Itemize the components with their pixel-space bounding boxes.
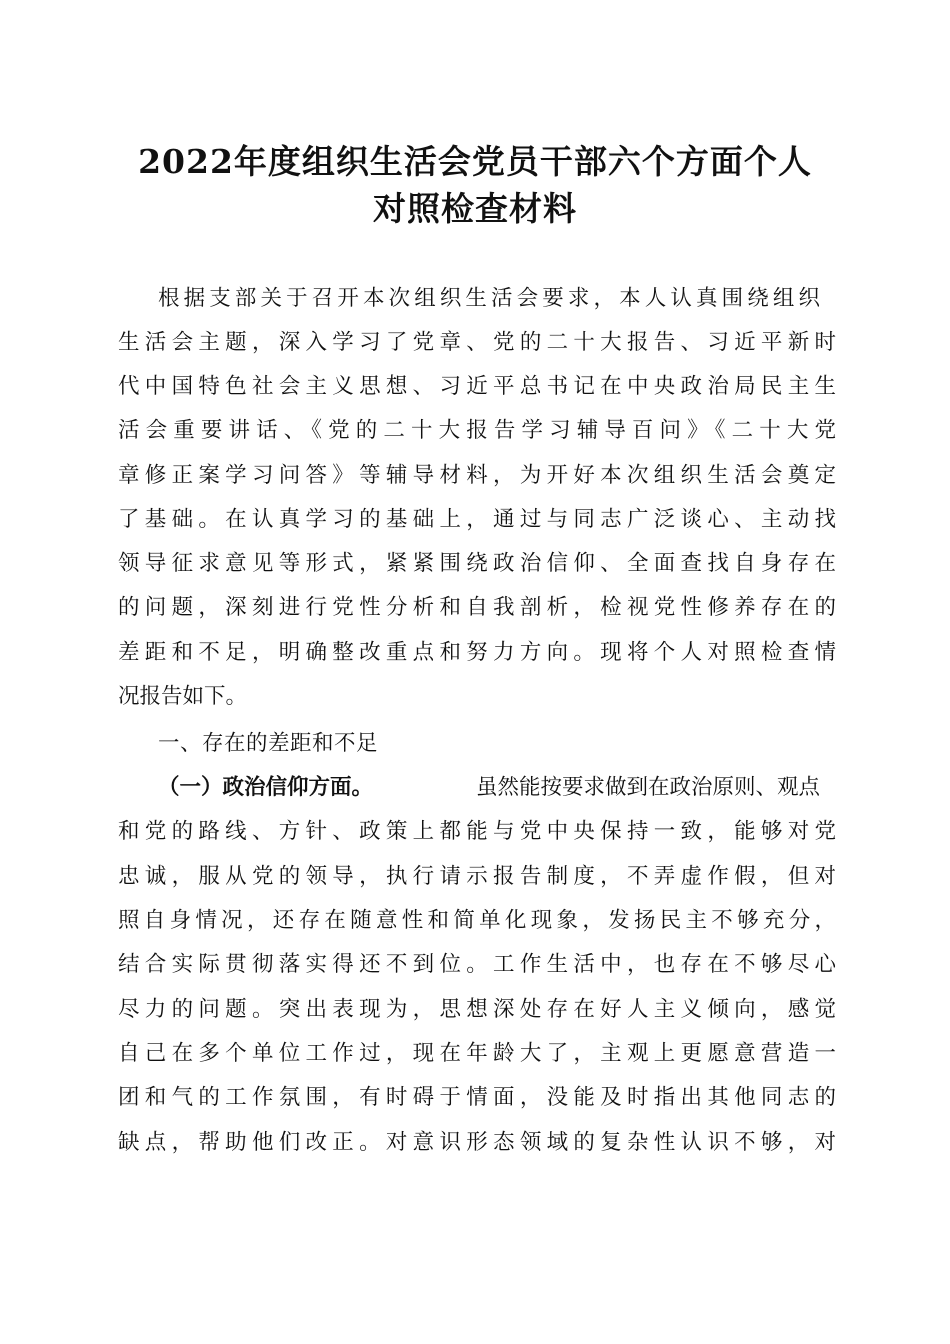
intro-paragraph-line: 代中国特色社会主义思想、习近平总书记在中央政治局民主生 [118,374,836,399]
subsection-paragraph-line: 忠诚，服从党的领导，执行请示报告制度，不弄虚作假，但对 [118,864,836,889]
subsection-paragraph-line: 和党的路线、方针、政策上都能与党中央保持一致，能够对党 [118,819,836,844]
intro-paragraph-line: 的问题，深刻进行党性分析和自我剖析，检视党性修养存在的 [118,595,836,620]
subsection-paragraph-line: 照自身情况，还存在随意性和简单化现象，发扬民主不够充分， [118,908,836,933]
intro-paragraph-line: 况报告如下。 [118,684,248,709]
subsection-label: （一）政治信仰方面。 [158,775,374,800]
subsection-paragraph-line: 缺点，帮助他们改正。对意识形态领域的复杂性认识不够，对 [118,1130,836,1155]
subsection-first-line-text: 虽然能按要求做到在政治原则、观点 [475,775,820,800]
subsection-first-line [158,771,820,805]
intro-paragraph-line: 领导征求意见等形式，紧紧围绕政治信仰、全面查找自身存在 [118,551,836,576]
section-heading: 一、存在的差距和不足 [158,731,379,756]
intro-paragraph-line: 了基础。在认真学习的基础上，通过与同志广泛谈心、主动找 [118,507,836,532]
document-title-line-1: 2022年度组织生活会党员干部六个方面个人 [138,142,812,181]
intro-paragraph-line: 差距和不足，明确整改重点和努力方向。现将个人对照检查情 [118,640,836,665]
intro-paragraph-line: 活会重要讲话、《党的二十大报告学习辅导百问》《二十大党 [118,418,836,443]
subsection-paragraph-line: 结合实际贯彻落实得还不到位。工作生活中，也存在不够尽心 [118,952,836,977]
subsection-paragraph-line: 自己在多个单位工作过，现在年龄大了，主观上更愿意营造一 [118,1041,836,1066]
document-title-line-2: 对照检查材料 [373,189,577,228]
subsection-paragraph-line: 团和气的工作氛围，有时碍于情面，没能及时指出其他同志的 [118,1085,836,1110]
intro-paragraph-line: 章修正案学习问答》等辅导材料，为开好本次组织生活会奠定 [118,463,836,488]
subsection-paragraph-line: 尽力的问题。突出表现为，思想深处存在好人主义倾向，感觉 [118,997,836,1022]
intro-paragraph-line: 生活会主题，深入学习了党章、党的二十大报告、习近平新时 [118,330,836,355]
intro-paragraph-line: 根据支部关于召开本次组织生活会要求，本人认真围绕组织 [158,286,820,311]
